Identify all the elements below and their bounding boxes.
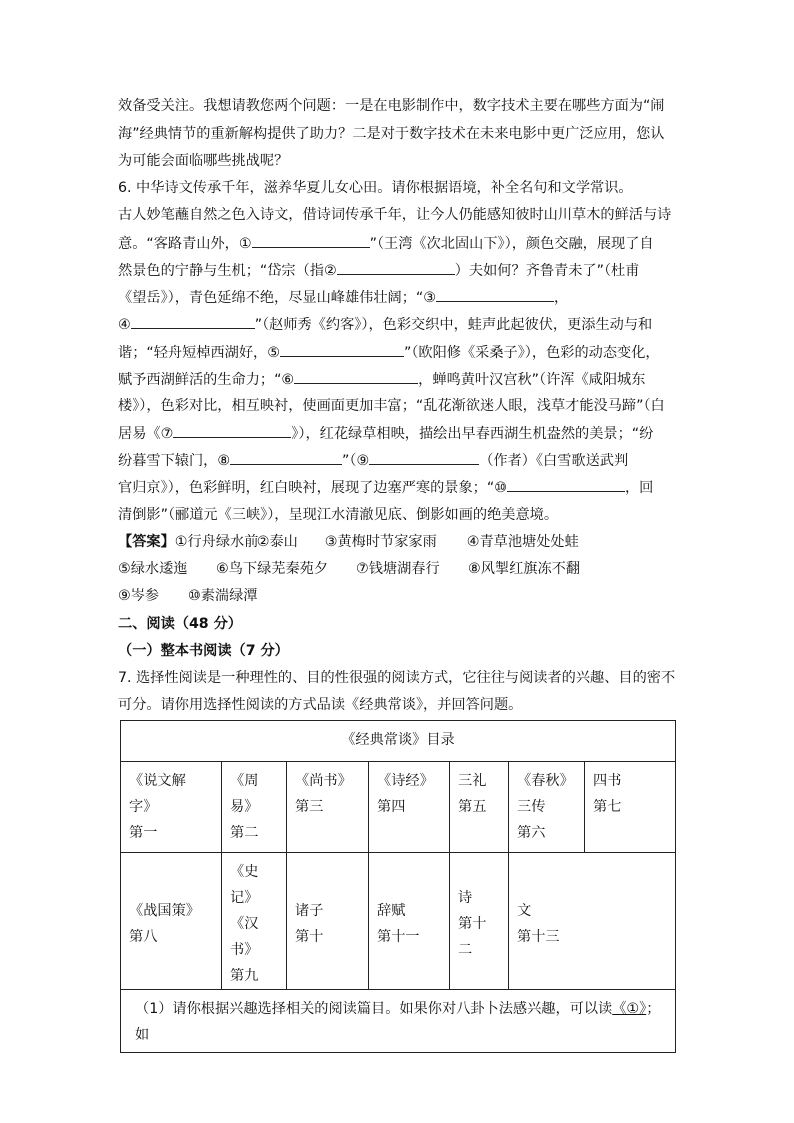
toc-cell: 《说文解 字》 第一 [121, 762, 222, 853]
toc-cell: 辞赋 第十一 [369, 853, 450, 990]
answer-label: 【答案】 [118, 534, 175, 550]
q6-line: ④ ”（赵师秀《约客》），色彩交织中，蛙声此起彼伏，更添生动与和 [118, 314, 652, 335]
q6-line: 古人妙笔蘸自然之色入诗文，借诗词传承千年，让今人仍能感知彼时山川草木的鲜活与诗 [118, 207, 672, 223]
question-7-stem: 7. 选择性阅读是一种理性的、目的性很强的阅读方式，它往往与阅读者的兴趣、目的密不 [118, 670, 676, 686]
answer-item: ⑥鸟下绿芜秦苑夕 [216, 561, 329, 577]
toc-footer: （1）请你根据兴趣选择相关的阅读篇目。如果你对八卦卜法感兴趣，可以读《①》；如 [121, 990, 676, 1053]
toc-cell: 四书 第七 [585, 762, 676, 853]
q6-line: 居易《⑦ 》），红花绿草相映，描绘出早春西湖生机盎然的美景；“纷 [118, 423, 653, 444]
answer-item: ⑧风掣红旗冻不翻 [468, 561, 581, 577]
q6-line: 楼》），色彩对比，相互映衬，使画面更加丰富；“乱花渐欲迷人眼，浅草才能没马蹄”（白 [118, 398, 665, 414]
fill-blank[interactable] [230, 450, 342, 465]
toc-cell: 诗 第十二 [450, 853, 509, 990]
fill-blank[interactable] [280, 342, 404, 357]
toc-table [120, 720, 676, 1053]
paragraph-line: 海”经典情节的重新解构提供了助力？二是对于数字技术在未来电影中更广泛应用，您认 [118, 126, 665, 142]
fill-blank[interactable] [173, 423, 291, 438]
answer-item: ④青草池塘处处蛙 [466, 534, 579, 550]
question-6-stem: 6. 中华诗文传承千年，滋养华夏儿女心田。请你根据语境，补全名句和文学常识。 [118, 180, 633, 196]
toc-cell: 《战国策》 第八 [121, 853, 222, 990]
q6-line: 纷暮雪下辕门，⑧ ”（⑨ （作者）《白雪歌送武判 [118, 450, 628, 471]
fill-blank[interactable] [337, 260, 455, 275]
question-7-stem: 可分。请你用选择性阅读的方式品读《经典常谈》，并回答问题。 [118, 697, 523, 713]
q6-line: 清倒影”（郦道元《三峡》），呈现江水清澈见底、倒影如画的绝美意境。 [118, 507, 559, 523]
fill-blank[interactable] [294, 369, 418, 384]
answer-item: ⑩素湍绿潭 [188, 588, 258, 604]
answer-item: ⑤绿水逶迤 [118, 561, 188, 577]
toc-cell: 诸子 第十 [287, 853, 369, 990]
q6-line: 谐；“轻舟短棹西湖好，⑤ ”（欧阳修《采桑子》），色彩的动态变化， [118, 342, 660, 363]
toc-cell: 《尚书》 第三 [287, 762, 369, 853]
section-subtitle: （一）整本书阅读（7 分） [118, 643, 289, 659]
answer-item: ①行舟绿水前 [174, 534, 259, 550]
toc-title: 《经典常谈》目录 [121, 721, 676, 762]
toc-cell: 《春秋》 三传 第六 [509, 762, 585, 853]
section-title: 二、阅读（48 分） [118, 616, 242, 632]
fill-blank-answer[interactable]: 《①》 [612, 1001, 647, 1017]
toc-cell: 三礼 第五 [450, 762, 509, 853]
answer-item: ③黄梅时节家家雨 [324, 534, 437, 550]
answer-line [118, 532, 579, 552]
answer-item: ②泰山 [256, 534, 298, 550]
toc-cell: 《史记》 《汉 书》 第九 [222, 853, 287, 990]
q6-line: 赋予西湖鲜活的生命力；“⑥ ，蝉鸣黄叶汉宫秋”（许浑《咸阳城东 [118, 369, 645, 390]
answer-item: ⑦钱塘湖春行 [356, 561, 440, 577]
fill-blank[interactable] [131, 314, 255, 329]
toc-cell: 《诗经》 第四 [369, 762, 450, 853]
paragraph-line: 效备受关注。我想请教您两个问题：一是在电影制作中，数字技术主要在哪些方面为“闹 [118, 98, 665, 114]
fill-blank[interactable] [436, 287, 554, 302]
paragraph-line: 为可能会面临哪些挑战呢？ [118, 153, 289, 169]
q6-line: 《望岳》），青色延绵不绝，尽显山峰雄伟壮阔；“③ ， [118, 287, 568, 308]
fill-blank[interactable] [252, 233, 370, 248]
answer-line [118, 559, 580, 579]
q6-line: 然景色的宁静与生机；“岱宗（指② ）夫如何？齐鲁青未了”（杜甫 [118, 260, 639, 281]
answer-line [118, 586, 257, 606]
answer-item: ⑨岑参 [118, 588, 160, 604]
fill-blank[interactable] [507, 477, 625, 492]
q6-line: 意。“客路青山外，① ”（王湾《次北固山下》），颜色交融，展现了自 [118, 233, 654, 254]
toc-cell: 《周 易》 第二 [222, 762, 287, 853]
fill-blank[interactable] [369, 450, 479, 465]
toc-cell: 文 第十三 [509, 853, 676, 990]
q6-line: 官归京》），色彩鲜明，红白映衬，展现了边塞严寒的景象；“⑩ ，回 [118, 477, 653, 498]
